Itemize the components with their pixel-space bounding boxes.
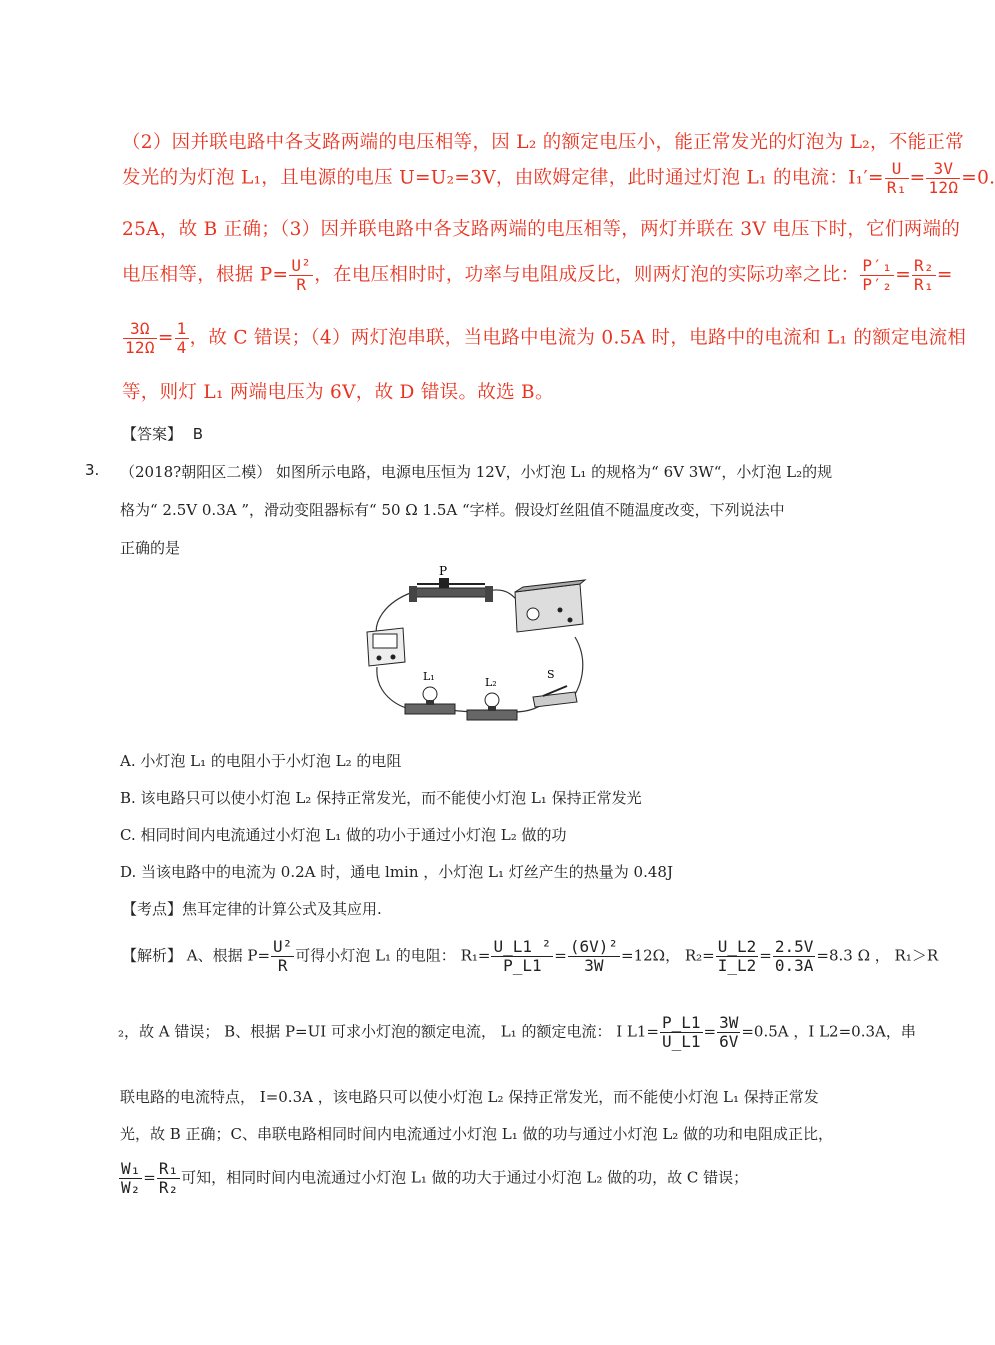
fraction: $\frac{\text{U\_L1 ²}}{P\_L1}$	[493, 937, 552, 975]
question-number: 3.	[85, 461, 100, 479]
solution-line-3: 25A，故 B 正确；（3）因并联电路中各支路两端的电压相等，两灯并联在 3V 电压下时，它们两端的	[122, 219, 961, 240]
answer-value: B	[192, 425, 204, 443]
fraction: $\frac{\text{R₁}}{\text{R₂}}$	[158, 1159, 179, 1197]
fraction: $\frac{\text{U²}}{R}$	[291, 256, 312, 294]
solution-line-6: 等，则灯 L₁ 两端电压为 6V，故 D 错误。故选 B。	[122, 382, 554, 403]
question-line-2: 格为“ 2.5V 0.3A ”，滑动变阻器标有“ 50 Ω 1.5A “字样。假设灯丝阻值不随温度改变，下列说法中	[120, 501, 785, 519]
option-a: A. 小灯泡 L₁ 的电阻小于小灯泡 L₂ 的电阻	[120, 752, 402, 770]
switch-label: S	[547, 668, 555, 681]
fraction: $\frac{\text{W₁}}{\text{W₂}}$	[121, 1159, 141, 1197]
question-line-3: 正确的是	[120, 539, 181, 557]
answer-label: 【答案】	[122, 425, 183, 443]
solution-line-5: $\frac{3\Omega}{12\Omega}$ = $\frac{1}{4}$ ，故 C 错误；（4）两灯泡串联，当电路中电流为 0.5A 时，电路中的电流和 L₁ 的额定电流相	[125, 319, 967, 357]
lamp-l2-label: L₂	[485, 676, 497, 689]
power-supply	[515, 580, 585, 632]
fraction: $\frac{\text{P′₁}}{\text{P′₂}}$	[862, 256, 893, 294]
lamp-l2	[467, 693, 517, 720]
rheostat-label: P	[439, 564, 448, 578]
analysis-line-2: ₂，故 A 错误； B、根据 P=UI 可求小灯泡的额定电流， L₁ 的额定电流： I L1= $\frac{P\_L1}{U\_L1}$ = $\frac{3W}{6V}$ =0.5A ，I L2=0.3A，串	[118, 1013, 916, 1051]
ammeter	[367, 628, 405, 666]
fraction: $\frac{3V}{12\Omega}$	[928, 159, 959, 197]
rheostat	[409, 578, 493, 602]
fraction: $\frac{2.5V}{0.3A}$	[774, 937, 814, 975]
fraction: $\frac{P\_L1}{U\_L1}$	[661, 1013, 701, 1051]
fraction: $\frac{3\Omega}{12\Omega}$	[125, 319, 155, 357]
solution-line-2: 发光的为灯泡 L₁，且电源的电压 U=U₂=3V，由欧姆定律，此时通过灯泡 L₁ 的电流：I₁′= $\frac{U}{\text{R₁}}$ = $\frac{3V}{12\Omega}$ =0.	[122, 159, 995, 197]
analysis-line-5: $\frac{\text{W₁}}{\text{W₂}}$ = $\frac{\text{R₁}}{\text{R₂}}$ 可知，相同时间内电流通过小灯泡 L₁ 做的功大于通过小灯泡 L₂ 做的功，故 C 错误；	[121, 1159, 749, 1197]
fraction: $\frac{\text{R₂}}{\text{R₁}}$	[914, 256, 934, 294]
analysis-line-4: 光，故 B 正确；C、串联电路相同时间内电流通过小灯泡 L₁ 做的功与通过小灯泡 L₂ 做的功和电阻成正比，	[120, 1125, 834, 1143]
switch	[533, 686, 577, 707]
option-d: D. 当该电路中的电流为 0.2A 时，通电 lmin ，小灯泡 L₁ 灯丝产生的热量为 0.48J	[120, 863, 673, 881]
solution-line-4: 电压相等，根据 P= $\frac{\text{U²}}{R}$ ，在电压相时时，功率与电阻成反比，则两灯泡的实际功率之比： $\frac{\text{P′₁}}{\text{P′₂}}$ = $\frac{\text{R₂}}{\text{R₁}}$ =	[122, 256, 953, 294]
fraction: $\frac{U}{\text{R₁}}$	[886, 159, 907, 197]
solution-line-2-text: 发光的为灯泡 L₁，且电源的电压 U=U₂=3V，由欧姆定律，此时通过灯泡 L₁ 的电流：I₁′=	[122, 167, 884, 189]
exam-point: 【考点】焦耳定律的计算公式及其应用.	[122, 900, 382, 918]
fraction: $\frac{1}{4}$	[176, 319, 187, 357]
option-b: B. 该电路只可以使小灯泡 L₂ 保持正常发光，而不能使小灯泡 L₁ 保持正常发光	[120, 789, 642, 807]
lamp-l1	[405, 687, 455, 714]
question-line-1: （2018?朝阳区二模） 如图所示电路，电源电压恒为 12V，小灯泡 L₁ 的规格为“ 6V 3W“，小灯泡 L₂的规	[120, 463, 833, 481]
fraction: $\frac{\text{(6V)²}}{3W}$	[569, 937, 618, 975]
analysis-line-1: 【解析】 A、根据 P= $\frac{\text{U²}}{R}$ 可得小灯泡 L₁ 的电阻： R₁= $\frac{\text{U\_L1 ²}}{P\_L1}$ = $\frac{\text{(6V)²}}{3W}$ =12Ω， R₂= $\frac{U\_L2}{I\_L2}$ = $\frac{2.5V}{0.3A}$ =8.3 Ω ， R₁＞R	[122, 937, 939, 975]
solution-line-1: （2）因并联电路中各支路两端的电压相等，因 L₂ 的额定电压小，能正常发光的灯泡为 L₂，不能正常	[122, 132, 965, 153]
circuit-figure	[355, 562, 595, 722]
analysis-line-3: 联电路的电流特点， I=0.3A ，该电路只可以使小灯泡 L₂ 保持正常发光，而不能使小灯泡 L₁ 保持正常发	[120, 1088, 819, 1106]
fraction: $\frac{\text{U²}}{R}$	[273, 937, 293, 975]
option-c: C. 相同时间内电流通过小灯泡 L₁ 做的功小于通过小灯泡 L₂ 做的功	[120, 826, 567, 844]
lamp-l1-label: L₁	[423, 670, 435, 683]
fraction: $\frac{3W}{6V}$	[719, 1013, 739, 1051]
fraction: $\frac{U\_L2}{I\_L2}$	[717, 937, 757, 975]
answer-line	[122, 423, 203, 444]
